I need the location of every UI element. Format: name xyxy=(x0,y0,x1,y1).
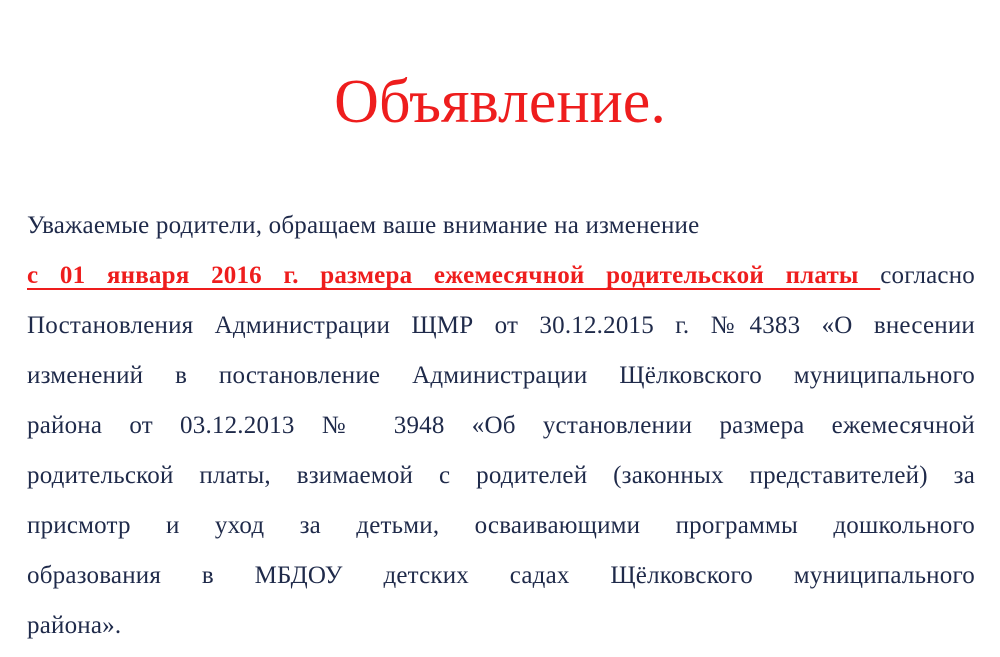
body-line-3: Постановления Администрации ЩМР от 30.12.2015 г. №4383 «О внесении xyxy=(27,312,975,339)
body-line-6: родительской платы, взимаемой с родителей (законных представителей) за xyxy=(27,462,975,489)
highlighted-date-text: с 01 января 2016 г. размера ежемесячной родительской платы xyxy=(27,262,881,289)
body-line-9: района». xyxy=(27,612,122,639)
body-line-4: изменений в постановление Администрации Щёлковского муниципального xyxy=(27,362,975,389)
body-line-5: района от 03.12.2013 № 3948 «Об установлении размера ежемесячной xyxy=(27,412,975,439)
body-line-2-rest: согласно xyxy=(880,262,975,289)
body-line-2 xyxy=(27,251,975,301)
body-line-1: Уважаемые родители, обращаем ваше внимание на изменение xyxy=(27,212,700,239)
body-line-7: присмотр и уход за детьми, осваивающими программы дошкольного xyxy=(27,512,975,539)
announcement-title: Объявление. xyxy=(334,68,666,136)
body-line-8: образования в МБДОУ детских садах Щёлковского муниципального xyxy=(27,562,975,589)
